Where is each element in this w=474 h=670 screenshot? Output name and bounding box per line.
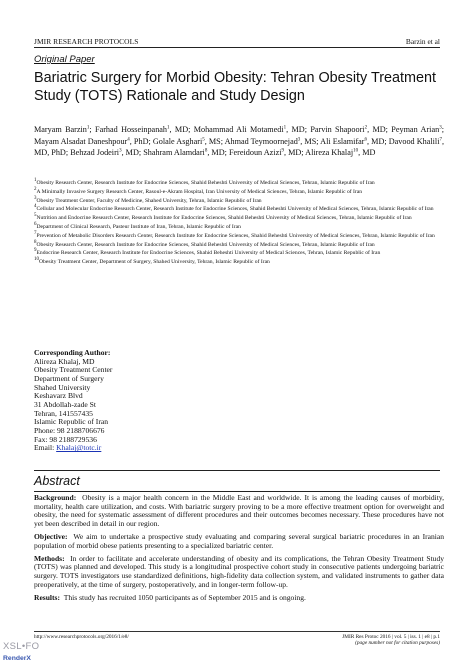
address-line: Department of Surgery — [34, 373, 104, 383]
address-line: Obesity Treatment Center — [34, 365, 113, 375]
abstract-section: Background: Obesity is a major health concern in the Middle East and worldwide. It is among the leading causes of morbidity, mortality, health care utilization, and costs. With bariatric surgery proving to be a more effective treatment option for overweight and obesity, the need for systematic assessment of different procedures and their outcomes becomes necessary. These procedures have not yet been described in detail in our region. — [34, 493, 444, 528]
affiliation-item: $^7$Prevention of Metabolic Disorders Research Center, Research Institute for Endocrine Sciences, Shahid Beheshti University of Medical Sciences, Tehran, Islamic Republic of Iran — [34, 230, 435, 239]
renderx-logo: RenderX — [3, 655, 31, 662]
footer-url[interactable]: http://www.researchprotocols.org/2016/1/e8/ — [34, 634, 129, 640]
affiliation-item: $^2$A Minimally Invasive Surgery Research Center, Rasoul-e-Akram Hospital, Iran University of Medical Sciences, Tehran, Islamic Republic of Iran — [34, 186, 363, 195]
abstract-section-label: Background: — [34, 493, 77, 502]
author-name: Ahmad Teymoornejad$^3$, MS — [224, 136, 317, 146]
author-name: Peyman Arian$^3$ — [391, 125, 442, 134]
address-line: Fax: 98 2188729536 — [34, 434, 97, 444]
footer-citation — [342, 634, 440, 647]
abstract-section-label: Objective: — [34, 531, 68, 541]
author-affiliation-marker: 3 — [119, 148, 122, 154]
author-name: Mayam Alsadat Daneshpour$^4$, PhD — [34, 136, 149, 146]
affiliation-item: $^6$Department of Clinical Research, Pasteur Institute of Iran, Tehran, Islamic Republic of Iran — [34, 222, 241, 230]
address-line: 31 Abdollah-zade St — [34, 399, 97, 409]
abstract-section: Methods: In order to facilitate and accelerate understanding of obesity and its complications, the Tehran Obesity Treatment Study (TOTS) was planned and developed. This study is a longitudinal prospective cohort study in consecutive patients undergoing bariatric surgery. TOTS investigators use standardized definitions, high-fidelity data collection system, and validated instruments to gather data preoperatively, at the time of surgery, postoperatively, and in longer-term follow-up. — [34, 553, 444, 589]
affiliation-list — [34, 180, 444, 268]
author-name: Alireza Khalaj$^{10}$, MD — [305, 148, 376, 157]
abstract-body — [34, 494, 444, 607]
email-link[interactable]: Khalaj@totc.ir — [56, 443, 102, 453]
author-name: Ali Eslamifar$^6$, MD — [320, 136, 385, 146]
author-affiliation-marker: 8 — [204, 148, 208, 154]
author-affiliation-marker: 3 — [297, 136, 301, 142]
address-line: Keshavarz Blvd — [34, 391, 83, 401]
affiliation-item: $^4$Cellular and Molecular Endocrine Research Center, Research Institute for Endocrine Sciences, Shahid Beheshti University of Medical Sciences, Tehran, Islamic Republic of Iran — [34, 204, 434, 213]
journal-name: JMIR RESEARCH PROTOCOLS — [34, 37, 139, 46]
corresponding-heading: Corresponding Author: — [34, 348, 111, 357]
author-name: Davood Khalili$^7$, MD, PhD — [34, 136, 445, 157]
author-affiliation-marker: 2 — [364, 125, 368, 131]
abstract-section-label: Methods: — [34, 553, 65, 563]
author-name: Behzad Jodeiri$^3$, MD — [70, 148, 139, 157]
author-name: Shahram Alamdari$^8$, MD — [143, 148, 225, 157]
author-affiliation-marker: 10 — [353, 148, 359, 154]
address-line: Islamic Republic of Iran — [34, 417, 109, 427]
address-line: Alireza Khalaj, MD — [34, 356, 95, 366]
affiliation-item: $^8$Obesity Research Center, Research Institute for Endocrine Sciences, Shahid Beheshti University of Medical Sciences, Tehran, Islamic Republic of Iran — [34, 239, 375, 248]
author-name: Mohammad Ali Motamedi$^1$, MD — [193, 125, 305, 134]
abstract-bottom-divider — [34, 491, 440, 492]
citation-note: (page number not for citation purposes) — [355, 640, 440, 647]
corresponding-address — [34, 358, 112, 445]
author-list: Maryam Barzin$^1$; Farhad Hosseinpanah$^1$, MD; Mohammad Ali Motamedi$^1$, MD; Parvin Shapoori$^2$, MD; Peyman Arian$^3$; Mayam Alsadat Daneshpour$^4$, PhD; Golale Asghari$^5$, MS; Ahmad Teymoornejad$^3$, MS; Ali Eslamifar$^6$, MD; Davood Khalili$^7$, MD, PhD; Behzad Jodeiri$^3$, MD; Shahram Alamdari$^8$, MD; Fereidoun Azizi$^9$, MD; Alireza Khalaj$^{10}$, MD — [34, 125, 445, 157]
affiliation-item: $^3$Obesity Treatment Center, Faculty of Medicine, Shahed University, Tehran, Islamic Republic of Iran — [34, 195, 262, 204]
footer-divider — [34, 631, 440, 632]
abstract-section-label: Results: — [34, 592, 60, 602]
affiliation-item: $^5$Nutrition and Endocrine Research Center, Research Institute for Endocrine Sciences, Shahid Beheshti University of Medical Sciences, Tehran, Islamic Republic of Iran — [34, 213, 412, 222]
author-affiliation-marker: 9 — [281, 148, 284, 154]
affiliation-item: $^1$Obesity Research Center, Research Institute for Endocrine Sciences, Shahid Beheshti University of Medical Sciences, Tehran, Islamic Republic of Iran — [34, 178, 375, 186]
author-name: Parvin Shapoori$^2$, MD — [310, 125, 386, 134]
affiliation-item: $^{10}$Obesity Treatment Center, Department of Surgery, Shahed University, Tehran, Islamic Republic of Iran — [34, 257, 270, 266]
author-affiliation-marker: 1 — [167, 125, 170, 131]
author-affiliation-marker: 3 — [439, 125, 442, 131]
section-label: Original Paper — [34, 54, 95, 65]
abstract-section: Results: This study has recruited 1050 participants as of September 2015 and is ongoing. — [34, 592, 306, 602]
author-name: Fereidoun Azizi$^9$, MD — [228, 148, 302, 157]
citation-line: JMIR Res Protoc 2016 | vol. 5 | iss. 1 | e8 | p.1 — [342, 634, 440, 640]
email-label: Email: — [34, 443, 57, 453]
author-affiliation-marker: 1 — [86, 125, 90, 131]
paper-title: Bariatric Surgery for Morbid Obesity: Tehran Obesity Treatment Study (TOTS) Rationale and Study Design — [34, 70, 437, 104]
affiliation-item: $^9$Endocrine Research Center, Research Institute for Endocrine Sciences, Shahid Beheshti University of Medical Sciences, Tehran, Islamic Republic of Iran — [34, 248, 381, 257]
author-affiliation-marker: 6 — [364, 136, 368, 142]
author-affiliation-marker: 7 — [439, 136, 442, 142]
abstract-section: Objective: We aim to undertake a prospective study evaluating and comparing several surgical bariatric procedures in an Iranian population of morbid obese patients presenting to a specialized bariatric center. — [34, 531, 444, 550]
author-name: Maryam Barzin$^1$ — [34, 125, 90, 134]
abstract-top-divider — [34, 470, 440, 471]
author-affiliation-marker: 1 — [283, 125, 287, 131]
address-line: Shahed University — [34, 382, 91, 392]
running-authors: Barzin et al — [405, 37, 440, 46]
header-divider — [34, 47, 440, 48]
abstract-heading: Abstract — [34, 474, 80, 488]
corresponding-email-line — [34, 444, 112, 453]
author-name: Golale Asghari$^5$, MS — [152, 136, 221, 146]
author-name: Farhad Hosseinpanah$^1$, MD — [95, 125, 189, 134]
author-affiliation-marker: 5 — [202, 136, 205, 142]
address-line: Phone: 98 2188706676 — [34, 425, 105, 435]
corresponding-author — [34, 349, 112, 453]
xslfo-logo: XSL•FO — [3, 641, 40, 652]
address-line: Tehran, 141557435 — [34, 408, 93, 418]
author-affiliation-marker: 4 — [127, 136, 130, 142]
